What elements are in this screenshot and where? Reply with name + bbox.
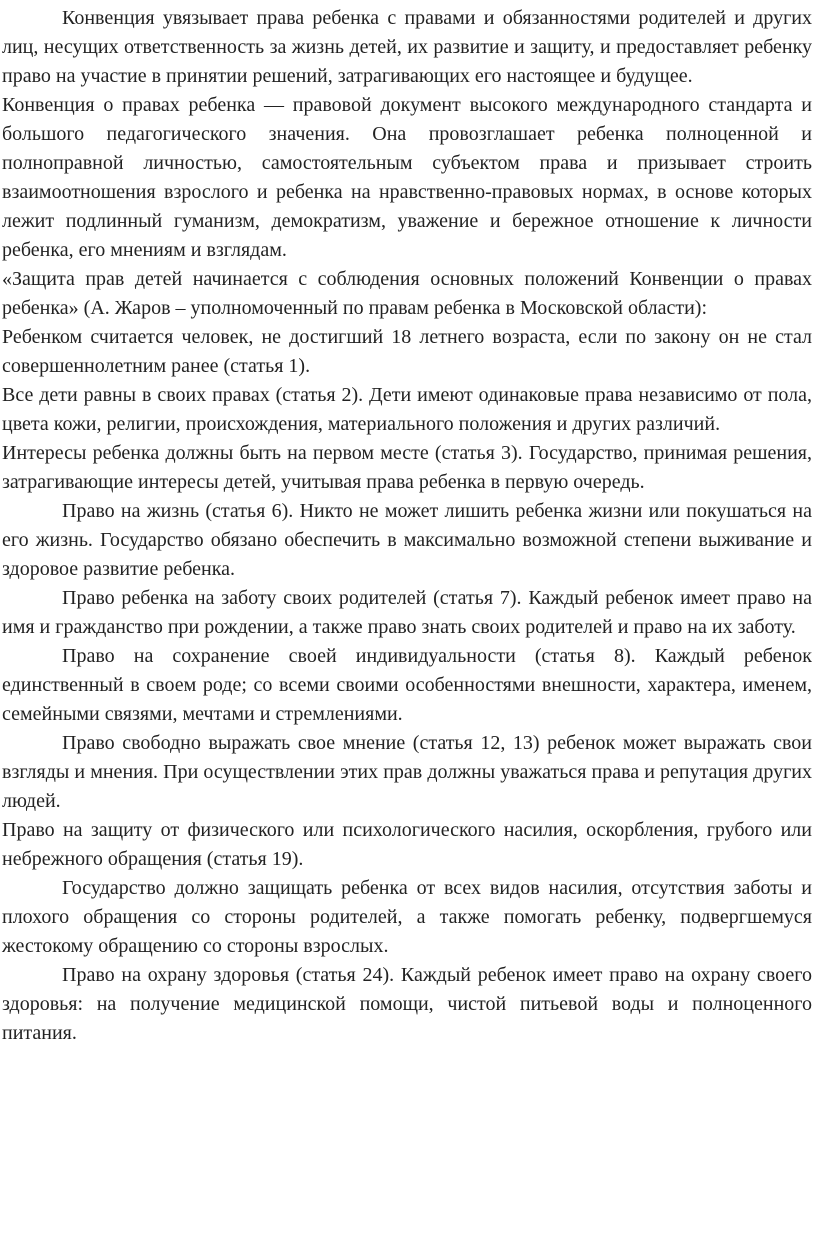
paragraph-article-7: Право ребенка на заботу своих родителей (статья 7). Каждый ребенок имеет право на имя и гражданство при рождении, а также право знать своих родителей и право на их заботу. — [2, 587, 812, 638]
paragraph-article-24: Право на охрану здоровья (статья 24). Каждый ребенок имеет право на охрану своего здоровья: на получение медицинской помощи, чистой питьевой воды и полноценного питания. — [2, 964, 812, 1044]
paragraph-zharov-quote: «Защита прав детей начинается с соблюдения основных положений Конвенции о правах ребенка» (А. Жаров – уполномоченный по правам ребенка в Московской области): — [2, 268, 812, 319]
paragraph-article-6: Право на жизнь (статья 6). Никто не может лишить ребенка жизни или покушаться на его жизнь. Государство обязано обеспечить в максимально возможной степени выживание и здоровое развитие ребенка. — [2, 500, 812, 580]
paragraph-convention-legal-document: Конвенция о правах ребенка — правовой документ высокого международного стандарта и большого педагогического значения. Она провозглашает ребенка полноценной и полноправной личностью, самостоятельным субъектом права и призывает строить взаимоотношения взрослого и ребенка на нравственно-правовых нормах, в основе которых лежит подлинный гуманизм, демократизм, уважение и бережное отношение к личности ребенка, его мнениям и взглядам. — [2, 94, 812, 261]
paragraph-article-3: Интересы ребенка должны быть на первом месте (статья 3). Государство, принимая решения, затрагивающие интересы детей, учитывая права ребенка в первую очередь. — [2, 442, 812, 493]
paragraph-state-protection: Государство должно защищать ребенка от всех видов насилия, отсутствия заботы и плохого обращения со стороны родителей, а также помогать ребенку, подвергшемуся жестокому обращению со стороны взрослых. — [2, 877, 812, 957]
paragraph-convention-links-rights: Конвенция увязывает права ребенка с правами и обязанностями родителей и других лиц, несущих ответственность за жизнь детей, их развитие и защиту, и предоставляет ребенку право на участие в принятии решений, затрагивающих его настоящее и будущее. — [2, 7, 812, 87]
paragraph-article-2: Все дети равны в своих правах (статья 2). Дети имеют одинаковые права независимо от пола, цвета кожи, религии, происхождения, материального положения и других различий. — [2, 384, 812, 435]
paragraph-article-12-13: Право свободно выражать свое мнение (статья 12, 13) ребенок может выражать свои взгляды и мнения. При осуществлении этих прав должны уважаться права и репутация других людей. — [2, 732, 812, 812]
paragraph-article-8: Право на сохранение своей индивидуальности (статья 8). Каждый ребенок единственный в своем роде; со всеми своими особенностями внешности, характера, именем, семейными связями, мечтами и стремлениями. — [2, 645, 812, 725]
paragraph-article-1: Ребенком считается человек, не достигший 18 летнего возраста, если по закону он не стал совершеннолетним ранее (статья 1). — [2, 326, 812, 377]
paragraph-article-19: Право на защиту от физического или психологического насилия, оскорбления, грубого или небрежного обращения (статья 19). — [2, 819, 812, 870]
